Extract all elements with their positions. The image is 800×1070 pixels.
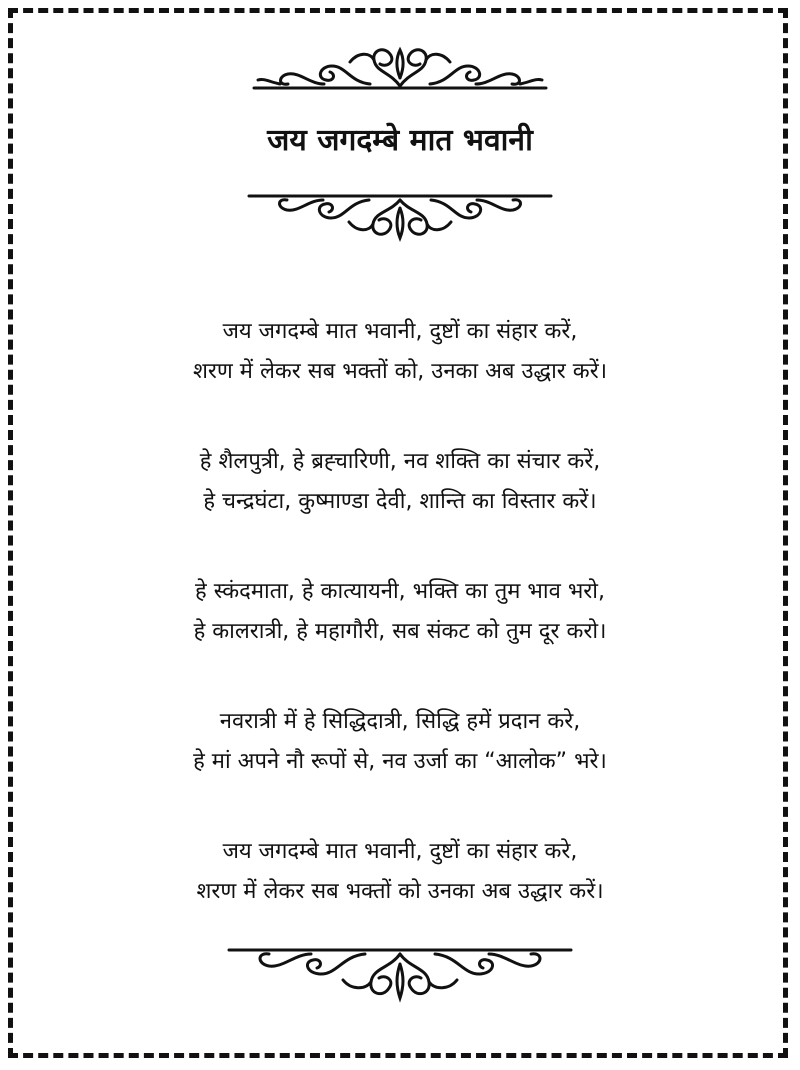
poem-line: हे चन्द्रघंटा, कुष्माण्डा देवी, शान्ति का विस्तार करें। xyxy=(203,489,597,514)
stanza xyxy=(0,832,800,912)
page-title: जय जगदम्बे मात भवानी xyxy=(267,123,533,158)
poem-line: हे कालरात्री, हे महागौरी, सब संकट को तुम दूर करो। xyxy=(193,619,607,644)
poem-line: जय जगदम्बे मात भवानी, दुष्टों का संहार करें, xyxy=(222,319,578,344)
poem-line: नवरात्री में हे सिद्धिदात्री, सिद्धि हमें प्रदान करे, xyxy=(219,709,581,734)
scroll-ornament-bottom xyxy=(0,944,800,1004)
poem-line: शरण में लेकर सब भक्तों को उनका अब उद्धार करें। xyxy=(196,879,604,904)
stanza xyxy=(0,312,800,392)
poem-line: हे शैलपुत्री, हे ब्रह्चारिणी, नव शक्ति का संचार करें, xyxy=(199,449,601,474)
scroll-ornament-below-title xyxy=(0,190,800,244)
poem-line: जय जगदम्बे मात भवानी, दुष्टों का संहार करे, xyxy=(222,839,578,864)
poem-line: हे मां अपने नौ रूपों से, नव उर्जा का “आलोक” भरे। xyxy=(193,749,607,774)
stanza xyxy=(0,702,800,782)
poem-line: हे स्कंदमाता, हे कात्यायनी, भक्ति का तुम भाव भरो, xyxy=(195,579,605,604)
poem xyxy=(0,312,800,962)
poem-line: शरण में लेकर सब भक्तों को, उनका अब उद्धार करें। xyxy=(192,359,608,384)
scroll-ornament-top xyxy=(0,42,800,94)
stanza xyxy=(0,572,800,652)
stanza xyxy=(0,442,800,522)
